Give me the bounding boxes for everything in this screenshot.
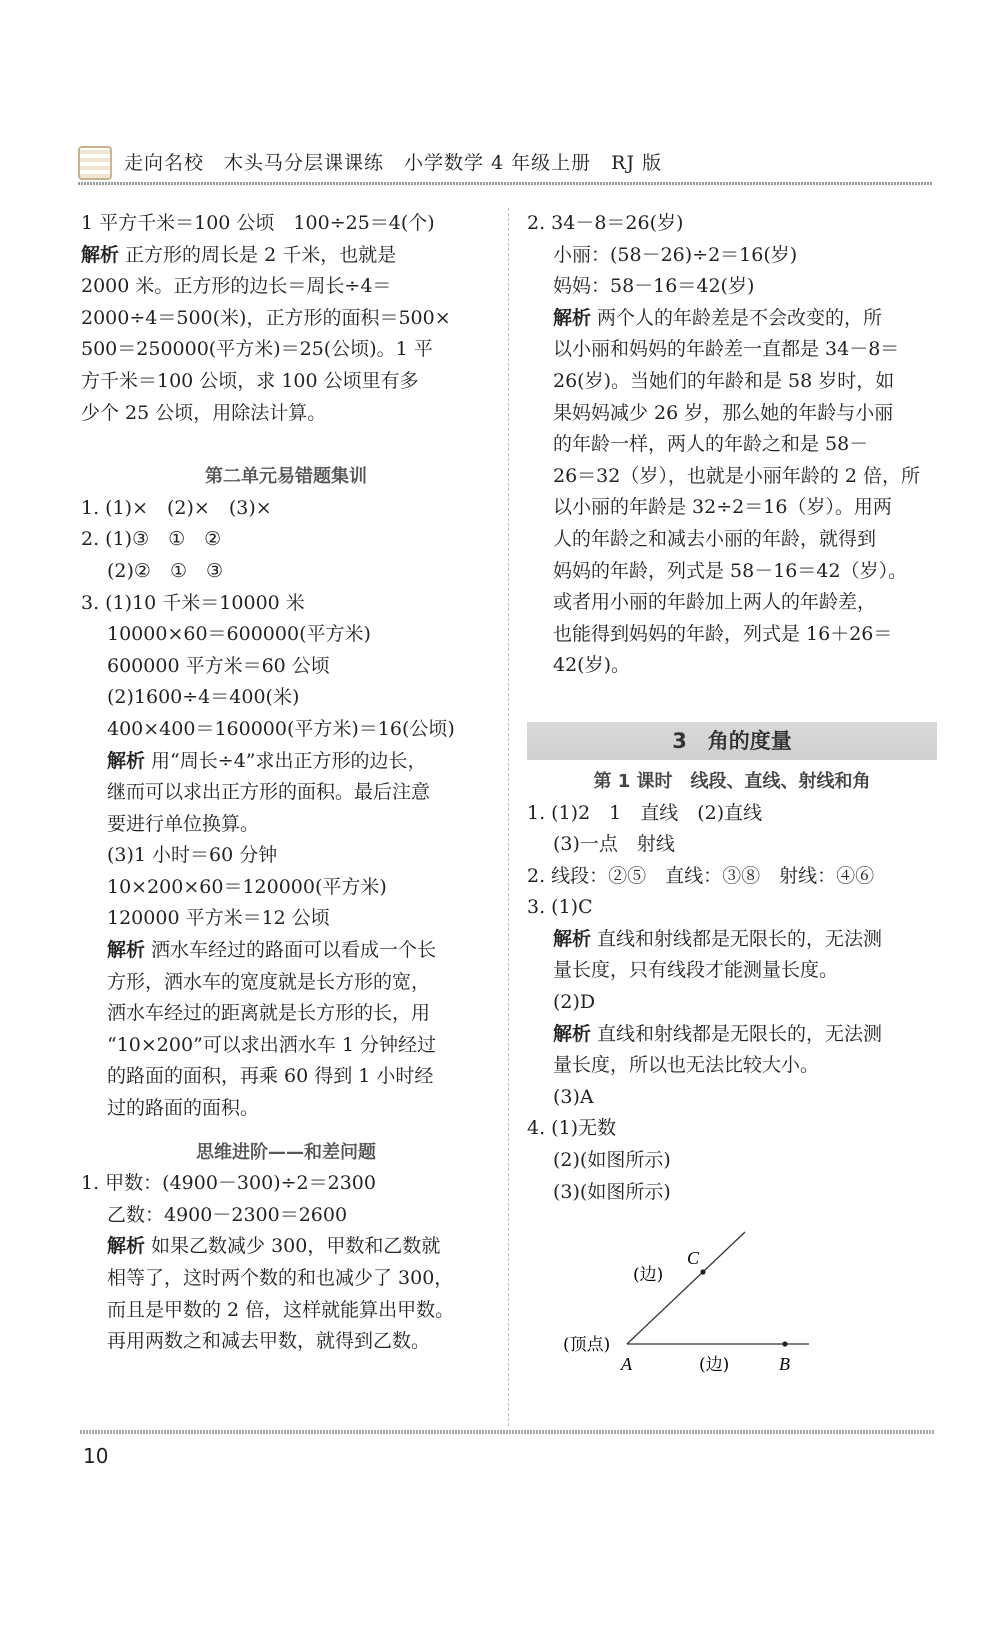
book-logo-icon — [78, 146, 112, 180]
header-title: 走向名校 木头马分层课课练 小学数学 4 年级上册 RJ 版 — [124, 152, 663, 174]
text-line: 而且是甲数的 2 倍，这样就能算出甲数。 — [107, 1298, 455, 1321]
label-edge-lower: (边) — [699, 1355, 730, 1376]
analysis-line: 解析 用“周长÷4”求出正方形的边长， — [107, 749, 427, 772]
left-column — [81, 208, 491, 1358]
answer-line: 3. (1)C — [527, 896, 593, 919]
text-line: 的路面的面积，再乘 60 得到 1 小时经 — [107, 1065, 434, 1088]
label-vertex: (顶点) — [563, 1335, 611, 1356]
text-line: 或者用小丽的年龄加上两人的年龄差， — [553, 591, 877, 614]
answer-line: 1. 甲数：(4900－300)÷2＝2300 — [81, 1172, 376, 1195]
text-line: “10×200”可以求出洒水车 1 分钟经过 — [107, 1033, 436, 1056]
text-line: 再用两数之和减去甲数，就得到乙数。 — [107, 1330, 431, 1353]
text-line: 以小丽的年龄是 32÷2＝16（岁）。用两 — [553, 496, 892, 519]
answer-line: 妈妈：58－16＝42(岁) — [553, 275, 755, 298]
text-line: 继而可以求出正方形的面积。最后注意 — [107, 781, 431, 804]
answer-line: (2)(如图所示) — [553, 1149, 671, 1172]
footer-rule — [80, 1430, 935, 1434]
answer-line: 乙数：4900－2300＝2600 — [107, 1203, 348, 1226]
label-a: A — [621, 1354, 632, 1375]
text-line: 洒水车经过的距离就是长方形的长，用 — [107, 1002, 431, 1025]
analysis-line: 解析 如果乙数减少 300，甲数和乙数就 — [107, 1235, 441, 1258]
answer-line: 600000 平方米＝60 公顷 — [107, 654, 330, 677]
answer-line: (3)1 小时＝60 分钟 — [107, 844, 278, 867]
ray-ac — [627, 1232, 745, 1344]
chapter-banner — [527, 722, 937, 760]
answer-line: (2)D — [553, 991, 596, 1014]
chapter-title: 3 角的度量 — [672, 728, 792, 753]
analysis-line: 解析 两个人的年龄差是不会改变的，所 — [553, 306, 883, 329]
text-line: 要进行单位换算。 — [107, 812, 260, 835]
answer-line: 3. (1)10 千米＝10000 米 — [81, 591, 305, 614]
text-line: 42(岁)。 — [553, 654, 631, 677]
text-line: 量长度，所以也无法比较大小。 — [553, 1054, 820, 1077]
answer-line: (2)1600÷4＝400(米) — [107, 686, 300, 709]
analysis-line: 解析 直线和射线都是无限长的，无法测 — [553, 1022, 883, 1045]
answer-line: (3)(如图所示) — [553, 1180, 671, 1203]
page-header — [78, 146, 933, 186]
answer-line: 10000×60＝600000(平方米) — [107, 623, 371, 646]
text-line: 量长度，只有线段才能测量长度。 — [553, 959, 839, 982]
text-line: 果妈妈减少 26 岁，那么她的年龄与小丽 — [553, 401, 894, 424]
text-line: 人的年龄之和减去小丽的年龄，就得到 — [553, 527, 877, 550]
text-line: 也能得到妈妈的年龄，列式是 16＋26＝ — [553, 622, 893, 645]
right-column — [527, 208, 937, 1388]
answer-line: 2. 34－8＝26(岁) — [527, 212, 684, 234]
answer-line: 2. (1)③ ① ② — [81, 528, 222, 551]
column-divider — [508, 208, 509, 1426]
text-line: 少个 25 公顷，用除法计算。 — [81, 401, 327, 424]
answer-line: (2)② ① ③ — [107, 559, 224, 582]
answer-line: 1. (1)2 1 直线 (2)直线 — [527, 801, 763, 824]
point-b — [782, 1342, 787, 1347]
page-number: 10 — [83, 1444, 109, 1468]
text-line: 以小丽和妈妈的年龄差一直都是 34－8＝ — [553, 338, 900, 361]
answer-line: 120000 平方米＝12 公顷 — [107, 907, 330, 930]
answer-line: (3)一点 射线 — [553, 833, 675, 856]
text-line: 500＝250000(平方米)＝25(公顷)。1 平 — [81, 338, 433, 361]
analysis-line: 解析 直线和射线都是无限长的，无法测 — [553, 927, 883, 950]
label-edge-upper: (边) — [633, 1265, 664, 1286]
header-rule — [78, 182, 933, 185]
angle-figure — [527, 1208, 937, 1388]
text-line: 方千米＝100 公顷，求 100 公顷里有多 — [81, 369, 419, 392]
angle-diagram — [527, 1208, 937, 1388]
text-line: 26＝32（岁），也就是小丽年龄的 2 倍，所 — [553, 464, 921, 487]
analysis-line: 解析 洒水车经过的路面可以看成一个长 — [107, 939, 437, 962]
label-c: C — [687, 1248, 700, 1269]
text-line: 方形，洒水车的宽度就是长方形的宽， — [107, 970, 431, 993]
text-line: 2000 米。正方形的边长＝周长÷4＝ — [81, 275, 392, 298]
section-title: 思维进阶——和差问题 — [196, 1141, 376, 1163]
text-line: 妈妈的年龄，列式是 58－16＝42（岁）。 — [553, 559, 908, 582]
answer-line: 10×200×60＝120000(平方米) — [107, 875, 387, 898]
answer-line: 4. (1)无数 — [527, 1117, 617, 1140]
label-b: B — [779, 1354, 790, 1375]
answer-line: 400×400＝160000(平方米)＝16(公顷) — [107, 717, 455, 740]
text-line: 的年龄一样，两人的年龄之和是 58－ — [553, 433, 869, 456]
text-line: 相等了，这时两个数的和也减少了 300， — [107, 1267, 454, 1289]
text-line: 2000÷4＝500(米)，正方形的面积＝500× — [81, 306, 451, 329]
analysis-line: 解析 正方形的周长是 2 千米，也就是 — [81, 243, 397, 266]
answer-line: (3)A — [553, 1085, 594, 1108]
answer-line: 小丽：(58－26)÷2＝16(岁) — [553, 243, 798, 266]
answer-line: 1. (1)× (2)× (3)× — [81, 496, 272, 519]
text-line: 过的路面的面积。 — [107, 1097, 260, 1120]
answer-line: 2. 线段：②⑤ 直线：③⑧ 射线：④⑥ — [527, 864, 875, 887]
point-c — [700, 1270, 705, 1275]
lesson-title: 第 1 课时 线段、直线、射线和角 — [593, 770, 871, 792]
answer-line: 1 平方千米＝100 公顷 100÷25＝4(个) — [81, 212, 435, 234]
text-line: 26(岁)。当她们的年龄和是 58 岁时，如 — [553, 369, 895, 392]
section-title: 第二单元易错题集训 — [205, 466, 367, 488]
